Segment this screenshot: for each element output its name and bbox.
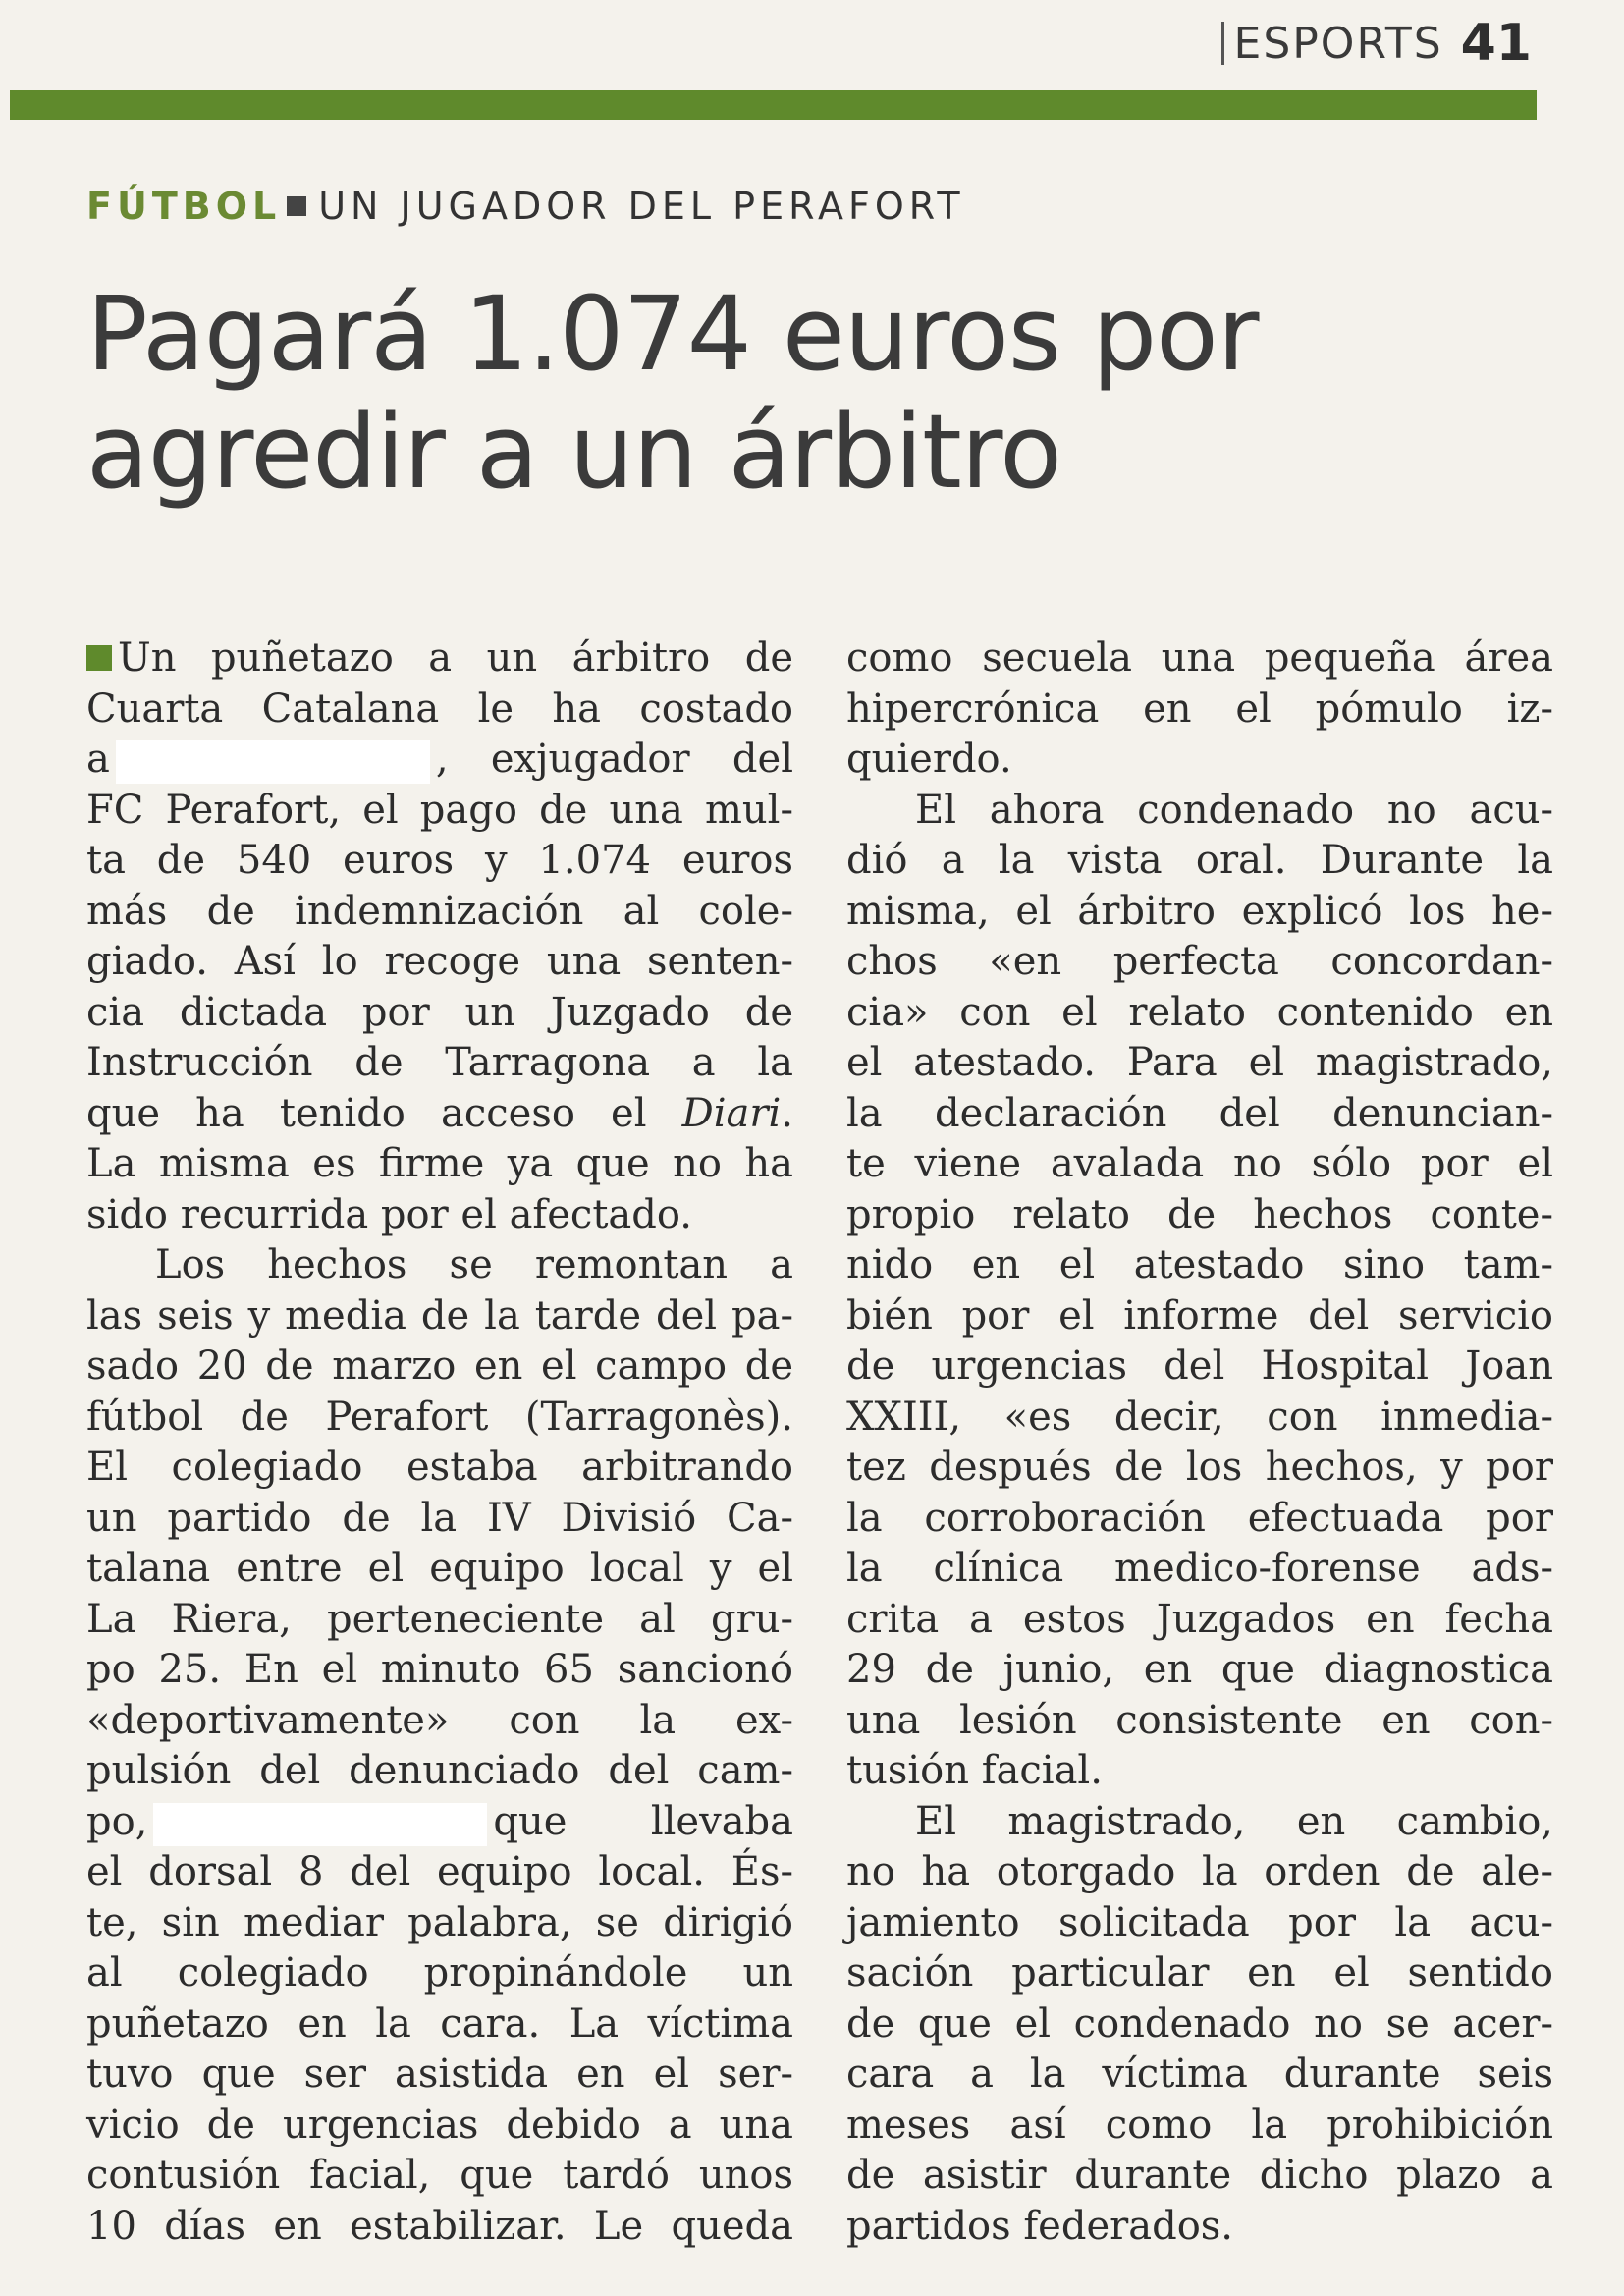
section-color-bar	[10, 90, 1537, 120]
text-line: cia dictada por un Juzgado de	[86, 989, 793, 1035]
text-line: po, que llevaba	[86, 1798, 793, 1844]
headline-line-1: Pagará 1.074 euros por	[86, 274, 1259, 394]
text-line: sación particular en el sentido	[846, 1950, 1553, 1995]
text-line: meses así como la prohibición	[846, 2102, 1553, 2148]
text-line: una lesión consistente en con-	[846, 1697, 1553, 1743]
text-line: el dorsal 8 del equipo local. És-	[86, 1849, 793, 1894]
text-line: dió a la vista oral. Durante la	[846, 838, 1553, 883]
headline-line-2: agredir a un árbitro	[86, 392, 1061, 512]
page-header	[1159, 14, 1532, 73]
text-line: tez después de los hechos, y por	[846, 1445, 1553, 1490]
redaction-block	[116, 740, 430, 784]
headline	[86, 275, 1530, 511]
text-line: chos «en perfecta concordan-	[846, 939, 1553, 984]
text-line: vicio de urgencias debido a una	[86, 2102, 793, 2148]
text-line: Cuarta Catalana le ha costado	[86, 685, 793, 732]
header-divider	[1221, 22, 1224, 65]
text-line: crita a estos Juzgados en fecha	[846, 1596, 1553, 1642]
page-number: 41	[1460, 14, 1532, 73]
text-line: de que el condenado no se acer-	[846, 2000, 1553, 2047]
text-line: El colegiado estaba arbitrando	[86, 1445, 793, 1490]
text-line: sado 20 de marzo en el campo de	[86, 1343, 793, 1389]
text-line: bién por el informe del servicio	[846, 1292, 1553, 1339]
text-line: 10 días en estabilizar. Le queda	[86, 2203, 793, 2249]
text-line: giado. Así lo recoge una senten-	[86, 939, 793, 984]
text-line: te viene avalada no sólo por el	[846, 1141, 1553, 1186]
article-column-left	[86, 633, 793, 2252]
kicker-topic: UN JUGADOR DEL PERAFORT	[318, 185, 965, 228]
text-line: como secuela una pequeña área	[846, 635, 1553, 681]
kicker-square-icon	[287, 196, 306, 216]
text-line: Los hechos se remontan a	[155, 1242, 793, 1287]
kicker	[86, 179, 965, 234]
text-line: que ha tenido acceso el Diari.	[86, 1090, 793, 1136]
text-line: 29 de junio, en que diagnostica	[846, 1647, 1553, 1692]
text-line: de asistir durante dicho plazo a	[846, 2153, 1553, 2198]
text-line: po 25. En el minuto 65 sancionó	[86, 1647, 793, 1692]
text-line: cara a la víctima durante seis	[846, 2051, 1553, 2097]
text-line: ta de 540 euros y 1.074 euros	[86, 838, 793, 883]
kicker-section: FÚTBOL	[86, 185, 282, 228]
text-line: sido recurrida por el afectado.	[86, 1191, 692, 1237]
text-line: la clínica medico-forense ads-	[846, 1546, 1553, 1591]
lead-square-icon	[86, 645, 112, 671]
text-line: XXIII, «es decir, con inmedia-	[846, 1394, 1553, 1440]
text-line: «deportivamente» con la ex-	[86, 1697, 793, 1743]
text-line: partidos federados.	[846, 2203, 1234, 2249]
text-line: talana entre el equipo local y el	[86, 1546, 793, 1591]
section-name: ESPORTS	[1233, 18, 1443, 69]
text-line: propio relato de hechos conte-	[846, 1191, 1553, 1237]
text-line: al colegiado propinándole un	[86, 1950, 793, 1995]
text-line: de urgencias del Hospital Joan	[846, 1343, 1553, 1389]
text-line: La misma es firme ya que no ha	[86, 1141, 793, 1186]
text-line: te, sin mediar palabra, se dirigió	[86, 1899, 793, 1945]
text-line: un partido de la IV Divisió Ca-	[86, 1495, 793, 1541]
text-line: quierdo.	[846, 737, 1012, 782]
text-line: El ahora condenado no acu-	[915, 787, 1553, 833]
text-line: puñetazo en la cara. La víctima	[86, 2000, 793, 2047]
text-line: jamiento solicitada por la acu-	[846, 1899, 1553, 1945]
redaction-block	[153, 1803, 487, 1846]
text-line: más de indemnización al cole-	[86, 888, 793, 934]
text-line: misma, el árbitro explicó los he-	[846, 888, 1553, 934]
text-line: el atestado. Para el magistrado,	[846, 1040, 1553, 1085]
text-line: Instrucción de Tarragona a la	[86, 1040, 793, 1085]
text-line: no ha otorgado la orden de ale-	[846, 1849, 1553, 1894]
text-line: FC Perafort, el pago de una mul-	[86, 787, 793, 833]
text-line: Un puñetazo a un árbitro de	[86, 633, 793, 684]
text-line: pulsión del denunciado del cam-	[86, 1748, 793, 1793]
text-line: tusión facial.	[846, 1748, 1103, 1793]
text-line: fútbol de Perafort (Tarragonès).	[86, 1394, 793, 1440]
article-column-right	[846, 633, 1553, 2252]
text-line: las seis y media de la tarde del pa-	[86, 1292, 793, 1339]
text-line: la declaración del denuncian-	[846, 1090, 1553, 1136]
text-line: a , exjugador del	[86, 737, 793, 782]
text-line: contusión facial, que tardó unos	[86, 2153, 793, 2198]
text-line: El magistrado, en cambio,	[915, 1798, 1553, 1844]
text-line: hipercrónica en el pómulo iz-	[846, 685, 1553, 732]
text-line: nido en el atestado sino tam-	[846, 1242, 1553, 1287]
text-line: cia» con el relato contenido en	[846, 989, 1553, 1035]
text-line: La Riera, perteneciente al gru-	[86, 1596, 793, 1642]
text-line: la corroboración efectuada por	[846, 1495, 1553, 1541]
text-line: tuvo que ser asistida en el ser-	[86, 2051, 793, 2097]
